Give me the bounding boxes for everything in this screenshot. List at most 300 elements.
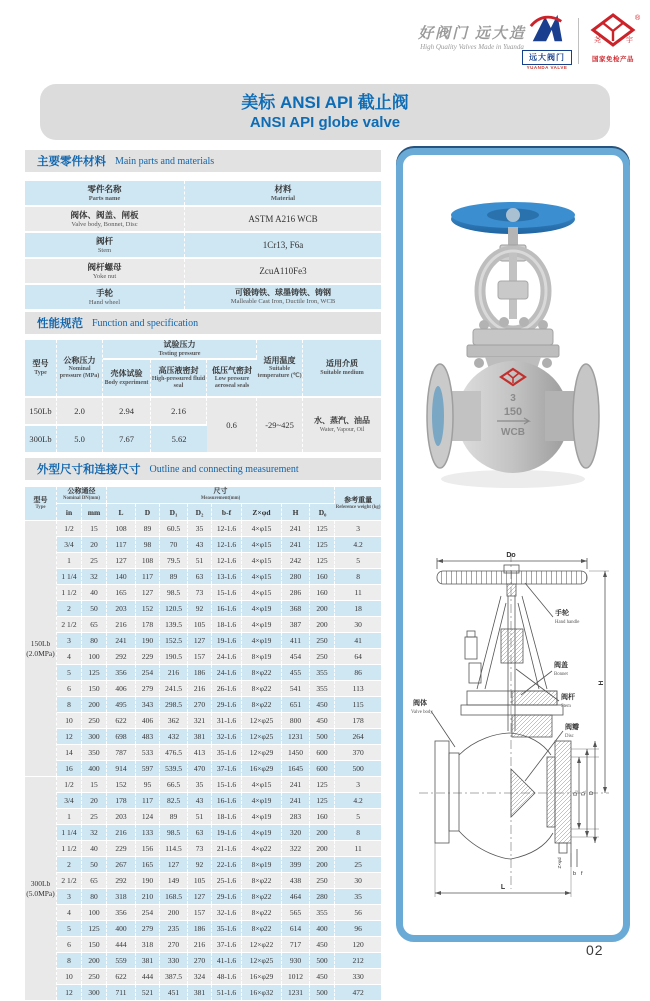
col-nominal-dn: 公称通径 Nominal DN(mm): [57, 487, 107, 503]
dim-cell: 96: [335, 921, 381, 936]
dim-b-label: b: [573, 871, 577, 877]
dim-cell: 31-1.6: [212, 713, 242, 728]
col-L: L: [107, 504, 136, 520]
dim-cell: 35-1.6: [212, 745, 242, 760]
dim-cell: 500: [310, 985, 335, 1000]
dim-cell: 320: [282, 825, 310, 840]
dim-cell: 51: [188, 553, 212, 568]
dim-cell: 12: [57, 729, 82, 744]
col-high-seal: 高压液密封 High-pressured fluid seal: [151, 360, 207, 396]
dim-cell: 597: [136, 761, 160, 776]
dim-cell: 127: [188, 633, 212, 648]
dim-cell: 241: [282, 537, 310, 552]
dim-cell: 80: [82, 889, 107, 904]
section-header-spec: [25, 312, 381, 334]
dim-row: [25, 937, 381, 952]
spec-table: [25, 338, 381, 454]
dim-cell: 210: [136, 889, 160, 904]
dim-cell: 89: [160, 569, 188, 584]
dim-cell: 29-1.6: [212, 697, 242, 712]
table-row: [25, 259, 381, 283]
dim-row: [25, 617, 381, 632]
dim-cell: 1/2: [57, 521, 82, 536]
table-row: [25, 285, 381, 309]
dim-cell: 4: [57, 649, 82, 664]
dim-cell: 32: [82, 569, 107, 584]
part-cell: 阀体、阀盖、闸板 Valve body, Bonnet, Disc: [25, 207, 185, 231]
dim-cell: 92: [188, 857, 212, 872]
dim-cell: 127: [107, 553, 136, 568]
dim-cell: 622: [107, 713, 136, 728]
spec-high: 5.62: [151, 426, 207, 452]
spec-type: 300Lb: [25, 426, 57, 452]
dim-cell: 11: [335, 585, 381, 600]
section-header-dims: [25, 458, 381, 480]
dim-cell: 4×φ15: [242, 537, 282, 552]
dim-cell: 1231: [282, 729, 310, 744]
dim-cell: 500: [310, 729, 335, 744]
dim-cell: 125: [82, 921, 107, 936]
globe-valve-photo-icon: [413, 169, 613, 525]
dim-cell: 11: [335, 841, 381, 856]
dim-cell: 190: [136, 873, 160, 888]
dim-cell: 41-1.6: [212, 953, 242, 968]
dim-cell: 32-1.6: [212, 905, 242, 920]
logo-divider: [578, 18, 579, 64]
dim-cell: 200: [310, 857, 335, 872]
dim-row: [25, 809, 381, 824]
dim-cell: 98.5: [160, 825, 188, 840]
dim-cell: 343: [136, 697, 160, 712]
dim-cell: 2 1/2: [57, 617, 82, 632]
material-cell: 可锻铸铁、球墨铸铁、铸钢 Malleable Cast Iron, Ductile Iron, WCB: [185, 285, 381, 309]
part-cell: 阀杆螺母 Yoke nut: [25, 259, 185, 283]
dim-cell: 300: [82, 729, 107, 744]
callout-body-cn: 阀体: [413, 700, 427, 707]
dim-cell: 89: [160, 809, 188, 824]
dim-cell: 711: [107, 985, 136, 1000]
dim-row: [25, 729, 381, 744]
spec-body: 2.94: [103, 398, 151, 424]
dim-cell: 12×φ29: [242, 745, 282, 760]
dim-cell: 2: [57, 601, 82, 616]
dim-cell: 254: [136, 665, 160, 680]
dim-cell: 3: [335, 521, 381, 536]
dim-cell: 12×φ25: [242, 713, 282, 728]
dim-cell: 8: [335, 825, 381, 840]
dim-cell: 8×φ22: [242, 921, 282, 936]
globe-valve-drawing-icon: [409, 541, 617, 927]
dim-cell: 108: [107, 521, 136, 536]
dim-row: [25, 889, 381, 904]
certification-logo: [584, 12, 642, 63]
dim-cell: 413: [188, 745, 212, 760]
col-mm: mm: [82, 504, 107, 520]
dim-cell: 186: [188, 665, 212, 680]
certification-diamond-icon: [585, 12, 641, 48]
dim-row: [25, 985, 381, 1000]
dim-cell: 125: [310, 521, 335, 536]
brand-tagline-cn: 好阀门 远大造: [418, 26, 526, 42]
dim-cell: 4×φ19: [242, 633, 282, 648]
dim-do-label: Do: [506, 552, 516, 559]
dim-cell: 5: [335, 809, 381, 824]
dim-cell: 133: [136, 825, 160, 840]
dim-cell: 3: [335, 777, 381, 792]
col-D: D: [136, 504, 160, 520]
dim-cell: 521: [136, 985, 160, 1000]
dim-cell: 1231: [282, 985, 310, 1000]
dim-cell: 200: [160, 905, 188, 920]
table-row: [25, 233, 381, 257]
dim-cell: 25: [82, 809, 107, 824]
dim-cell: 25: [82, 553, 107, 568]
dim-cell: 500: [310, 953, 335, 968]
dim-cell: 4×φ15: [242, 553, 282, 568]
dim-h-label: H: [598, 680, 605, 686]
dim-row: [25, 953, 381, 968]
dim-cell: 200: [310, 601, 335, 616]
yuanda-logo: [522, 12, 572, 70]
cert-caption: 国家免检产品: [592, 56, 634, 63]
spec-temperature: -29~425: [257, 398, 303, 452]
dim-cell: 622: [107, 969, 136, 984]
dim-cell: 362: [160, 713, 188, 728]
dim-cell: 203: [107, 601, 136, 616]
dim-cell: 105: [188, 873, 212, 888]
dim-cell: 200: [82, 697, 107, 712]
dim-cell: 4.2: [335, 793, 381, 808]
dim-cell: 56: [335, 905, 381, 920]
dim-cell: 73: [188, 841, 212, 856]
dim-cell: 5: [335, 553, 381, 568]
dim-cell: 18-1.6: [212, 809, 242, 824]
dim-cell: 4×φ19: [242, 601, 282, 616]
col-bf: b-f: [212, 504, 242, 520]
dim-cell: 1 1/4: [57, 825, 82, 840]
dim-d-label: D: [589, 791, 595, 795]
dim-cell: 12-1.6: [212, 521, 242, 536]
dim-cell: 8×φ19: [242, 649, 282, 664]
col-low-seal: 低压气密封 Low pressure aeroseal seals: [207, 360, 257, 396]
dim-cell: 4×φ15: [242, 585, 282, 600]
dim-row: [25, 761, 381, 776]
dim-cell: 80: [82, 633, 107, 648]
dim-cell: 1450: [282, 745, 310, 760]
dim-cell: 35: [335, 889, 381, 904]
dim-row: [25, 521, 381, 536]
col-body-experiment: 壳体试验 Body experiment: [103, 360, 151, 396]
material-cell: ZcuA110Fe3: [185, 259, 381, 283]
dim-cell: 5: [57, 665, 82, 680]
materials-table: [25, 179, 381, 311]
page-title-en: ANSI API globe valve: [249, 114, 401, 132]
dim-cell: 16×φ32: [242, 985, 282, 1000]
dim-cell: 321: [188, 713, 212, 728]
dim-row: [25, 697, 381, 712]
dim-cell: 79.5: [160, 553, 188, 568]
dim-cell: 3/4: [57, 793, 82, 808]
spec-header-row: [25, 340, 381, 358]
dim-cell: 270: [188, 953, 212, 968]
dim-cell: 235: [160, 921, 188, 936]
dim-cell: 432: [160, 729, 188, 744]
dim-cell: 190: [136, 633, 160, 648]
dim-cell: 150: [82, 937, 107, 952]
dim-cell: 4×φ19: [242, 617, 282, 632]
section-title-en: Main parts and materials: [115, 155, 215, 167]
dim-cell: 8×φ22: [242, 681, 282, 696]
dim-cell: 2 1/2: [57, 873, 82, 888]
dim-cell: 406: [107, 681, 136, 696]
dim-cell: 114.5: [160, 841, 188, 856]
dim-cell: 16×φ29: [242, 969, 282, 984]
col-D2: D₂: [188, 504, 212, 520]
dim-cell: 24-1.6: [212, 649, 242, 664]
dim-cell: 241: [107, 633, 136, 648]
dim-cell: 65: [82, 873, 107, 888]
table-row: [25, 207, 381, 231]
col-temperature: 适用温度 Suitable temperature (℃): [257, 340, 303, 396]
dim-cell: 190.5: [160, 649, 188, 664]
dim-cell: 292: [107, 873, 136, 888]
dim-f-label: f: [581, 871, 583, 877]
dim-cell: 43: [188, 537, 212, 552]
dim-cell: 330: [160, 953, 188, 968]
dim-cell: 157: [188, 649, 212, 664]
dim-cell: 212: [335, 953, 381, 968]
dim-cell: 98: [136, 537, 160, 552]
dim-cell: 63: [188, 825, 212, 840]
dim-cell: 152.5: [160, 633, 188, 648]
page-title: [40, 84, 610, 140]
dim-cell: 15-1.6: [212, 585, 242, 600]
dim-cell: 51-1.6: [212, 985, 242, 1000]
dim-cell: 125: [82, 665, 107, 680]
dim-cell: 178: [136, 617, 160, 632]
dim-cell: 29-1.6: [212, 889, 242, 904]
dim-cell: 559: [107, 953, 136, 968]
dim-cell: 368: [282, 601, 310, 616]
dim-cell: 43: [188, 793, 212, 808]
section-title-cn: 外型尺寸和连接尺寸: [37, 464, 141, 476]
col-measurement: 尺寸 Measurement(mm): [107, 487, 335, 503]
dim-cell: 70: [160, 537, 188, 552]
callout-body-en: Valve body: [411, 710, 433, 715]
callout-bonnet-cn: 阀盖: [554, 662, 568, 669]
dim-cell: 267: [107, 857, 136, 872]
dim-cell: 4×φ19: [242, 793, 282, 808]
col-H: H: [282, 504, 310, 520]
dim-cell: 914: [107, 761, 136, 776]
dim-cell: 120: [335, 937, 381, 952]
callout-disc-en: Disc: [565, 734, 574, 739]
dim-cell: 12-1.6: [212, 537, 242, 552]
dim-cell: 216: [160, 665, 188, 680]
dim-cell: 125: [310, 777, 335, 792]
dim-cell: 16×φ29: [242, 761, 282, 776]
dim-cell: 4.2: [335, 537, 381, 552]
dim-cell: 1/2: [57, 777, 82, 792]
col-medium: 适用介质 Suitable medium: [303, 340, 381, 396]
dim-cell: 400: [107, 921, 136, 936]
dim-cell: 4×φ19: [242, 825, 282, 840]
dim-cell: 8×φ22: [242, 665, 282, 680]
dim-cell: 19-1.6: [212, 633, 242, 648]
dim-cell: 451: [160, 985, 188, 1000]
section-title-en: Function and specification: [92, 317, 199, 329]
dim-cell: 242: [282, 553, 310, 568]
dim-zd-label: Z×φd: [557, 857, 562, 869]
dim-cell: 18: [335, 601, 381, 616]
dim-cell: 241: [282, 793, 310, 808]
dim-cell: 113: [335, 681, 381, 696]
dim-cell: 15-1.6: [212, 777, 242, 792]
dim-cell: 13-1.6: [212, 569, 242, 584]
material-cell: ASTM A216 WCB: [185, 207, 381, 231]
dim-cell: 32: [82, 825, 107, 840]
section-title-en: Outline and connecting measurement: [149, 463, 299, 475]
dim-row: [25, 569, 381, 584]
dim-cell: 127: [136, 585, 160, 600]
dim-row: [25, 681, 381, 696]
dim-cell: 8×φ19: [242, 857, 282, 872]
dim-row: [25, 601, 381, 616]
dim-cell: 32-1.6: [212, 729, 242, 744]
dim-row: [25, 665, 381, 680]
dim-cell: 120.5: [160, 601, 188, 616]
dim-cell: 105: [188, 617, 212, 632]
dim-cell: 651: [282, 697, 310, 712]
dim-cell: 178: [335, 713, 381, 728]
dim-cell: 1 1/2: [57, 841, 82, 856]
dim-cell: 35-1.6: [212, 921, 242, 936]
dim-row: [25, 585, 381, 600]
dim-cell: 614: [282, 921, 310, 936]
materials-header-row: [25, 181, 381, 205]
valve-drawing: [409, 541, 617, 927]
dim-cell: 41: [335, 633, 381, 648]
spec-low-pressure: 0.6: [207, 398, 257, 452]
dim-cell: 4×φ19: [242, 809, 282, 824]
dim-cell: 20: [82, 537, 107, 552]
dim-cell: 8: [335, 569, 381, 584]
dims-group-300lb: [25, 777, 381, 1000]
dim-cell: 241: [282, 521, 310, 536]
dim-cell: 115: [335, 697, 381, 712]
dim-cell: 1 1/2: [57, 585, 82, 600]
dim-cell: 8×φ22: [242, 905, 282, 920]
spec-type: 150Lb: [25, 398, 57, 424]
dim-cell: 387: [282, 617, 310, 632]
dim-cell: 10: [57, 969, 82, 984]
dim-cell: 241.5: [160, 681, 188, 696]
page-number: 02: [586, 942, 604, 958]
dim-cell: 355: [310, 681, 335, 696]
col-in: in: [57, 504, 82, 520]
dim-cell: 19-1.6: [212, 825, 242, 840]
dim-row: [25, 633, 381, 648]
dim-cell: 82.5: [160, 793, 188, 808]
photo-mark-size: 3: [510, 393, 516, 404]
dim-cell: 381: [136, 953, 160, 968]
dim-cell: 450: [310, 937, 335, 952]
dim-cell: 16: [57, 761, 82, 776]
dim-row: [25, 905, 381, 920]
dim-cell: 565: [282, 905, 310, 920]
dim-cell: 15: [82, 521, 107, 536]
dim-cell: 100: [82, 905, 107, 920]
dim-cell: 600: [310, 745, 335, 760]
dim-cell: 4×φ15: [242, 777, 282, 792]
material-cell: 1Cr13, F6a: [185, 233, 381, 257]
dim-cell: 270: [160, 937, 188, 952]
dim-cell: 472: [335, 985, 381, 1000]
callout-disc-cn: 阀瓣: [565, 724, 579, 731]
dim-cell: 4×φ15: [242, 521, 282, 536]
dim-d2-label: D₂: [573, 790, 579, 796]
dim-cell: 40: [82, 841, 107, 856]
dim-cell: 152: [136, 601, 160, 616]
dim-cell: 279: [136, 921, 160, 936]
spec-row-150lb: [25, 398, 381, 424]
dim-cell: 65: [82, 617, 107, 632]
dim-cell: 229: [107, 841, 136, 856]
col-type: 型号 Type: [25, 487, 57, 520]
dim-cell: 1 1/4: [57, 569, 82, 584]
dim-d1-label: D₁: [581, 790, 587, 796]
dim-cell: 127: [160, 857, 188, 872]
dim-cell: 160: [310, 569, 335, 584]
dim-cell: 139.5: [160, 617, 188, 632]
dim-cell: 787: [107, 745, 136, 760]
dim-row: [25, 777, 381, 792]
dim-cell: 1645: [282, 761, 310, 776]
dim-cell: 464: [282, 889, 310, 904]
dim-cell: 216: [188, 937, 212, 952]
dim-cell: 216: [107, 617, 136, 632]
dim-cell: 8: [57, 953, 82, 968]
yuanda-logo-cn: 远大阀门: [522, 50, 572, 65]
section-title-cn: 性能规范: [37, 318, 83, 330]
spec-nominal: 2.0: [57, 398, 103, 424]
dim-cell: 324: [188, 969, 212, 984]
dim-row: [25, 873, 381, 888]
dim-cell: 381: [188, 985, 212, 1000]
yuanda-logo-icon: [528, 12, 566, 44]
dim-cell: 356: [107, 905, 136, 920]
col-material: 材料 Material: [185, 181, 381, 205]
dim-cell: 125: [310, 793, 335, 808]
dim-cell: 117: [136, 793, 160, 808]
dim-cell: 483: [136, 729, 160, 744]
dim-cell: 411: [282, 633, 310, 648]
dim-cell: 250: [310, 649, 335, 664]
dims-subheader-row: [25, 504, 381, 520]
dim-cell: 400: [310, 921, 335, 936]
spec-medium: 水、蒸汽、油品 Water, Vapour, Oil: [303, 398, 381, 452]
photo-mark-material: WCB: [501, 427, 525, 438]
photo-mark-class: 150: [503, 406, 523, 418]
dim-cell: 200: [310, 841, 335, 856]
dim-cell: 381: [188, 729, 212, 744]
dim-cell: 157: [188, 905, 212, 920]
dim-cell: 450: [310, 697, 335, 712]
dim-cell: 438: [282, 873, 310, 888]
dim-cell: 250: [310, 873, 335, 888]
callout-stem-cn: 阀杆: [561, 694, 575, 701]
dim-row: [25, 537, 381, 552]
